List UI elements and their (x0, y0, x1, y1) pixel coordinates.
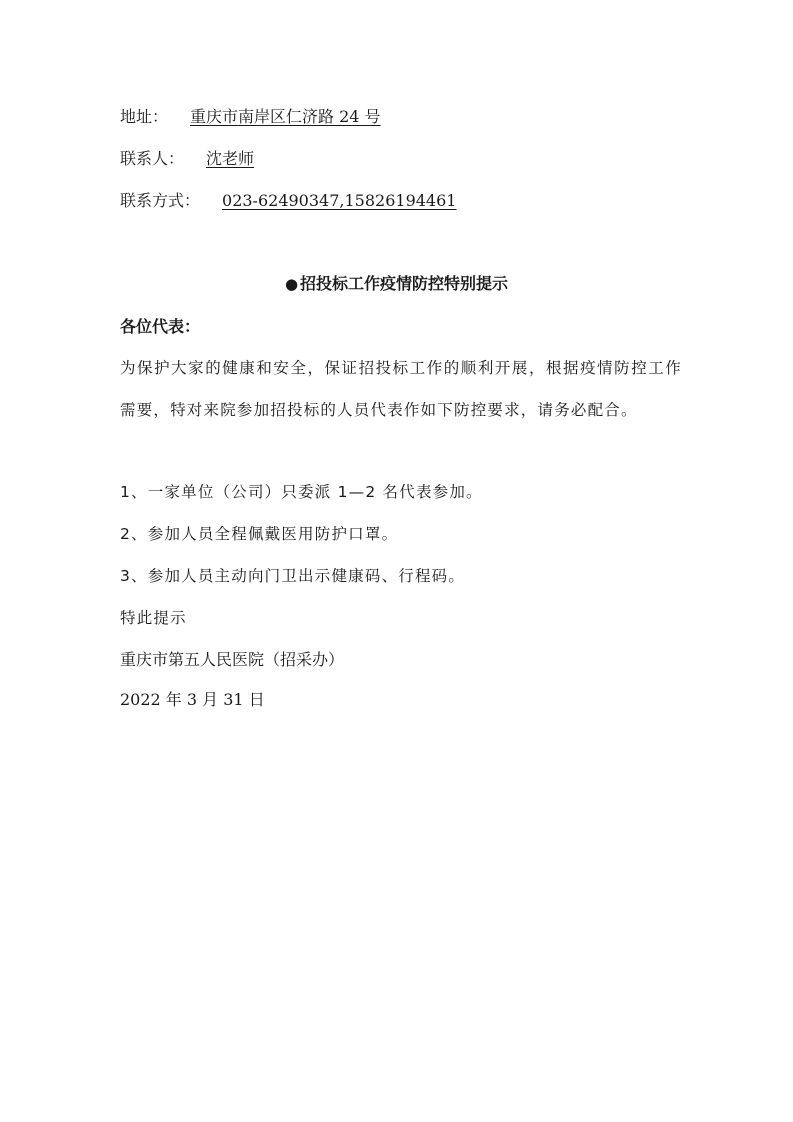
notice-signature: 重庆市第五人民医院（招采办） (120, 650, 345, 669)
address-value: 重庆市南岸区仁济路 24 号 (190, 107, 381, 126)
notice-title (0, 274, 793, 294)
address-line (120, 107, 381, 127)
contact-person-line (120, 149, 254, 169)
contact-phone-label: 联系方式： (120, 191, 201, 210)
contact-person-label: 联系人： (120, 149, 185, 168)
contact-phone-line (120, 191, 456, 211)
notice-intro: 为保护大家的健康和安全，保证招投标工作的顺利开展，根据疫情防控工作需要，特对来院参加招投标的人员代表作如下防控要求，请务必配合。 (120, 359, 682, 419)
notice-item-1: 1、一家单位（公司）只委派 1—2 名代表参加。 (120, 483, 483, 501)
bullet-icon: ● (284, 275, 299, 293)
notice-title-text: 招投标工作疫情防控特别提示 (300, 274, 509, 293)
notice-item-2: 2、参加人员全程佩戴医用防护口罩。 (120, 525, 399, 543)
contact-phone-value: 023-62490347,15826194461 (222, 191, 457, 210)
notice-closing: 特此提示 (120, 609, 187, 627)
contact-person-value: 沈老师 (206, 149, 255, 168)
notice-item-3: 3、参加人员主动向门卫出示健康码、行程码。 (120, 567, 466, 585)
notice-greeting: 各位代表： (120, 317, 201, 336)
address-label: 地址： (120, 107, 169, 126)
notice-date: 2022 年 3 月 31 日 (120, 690, 265, 709)
